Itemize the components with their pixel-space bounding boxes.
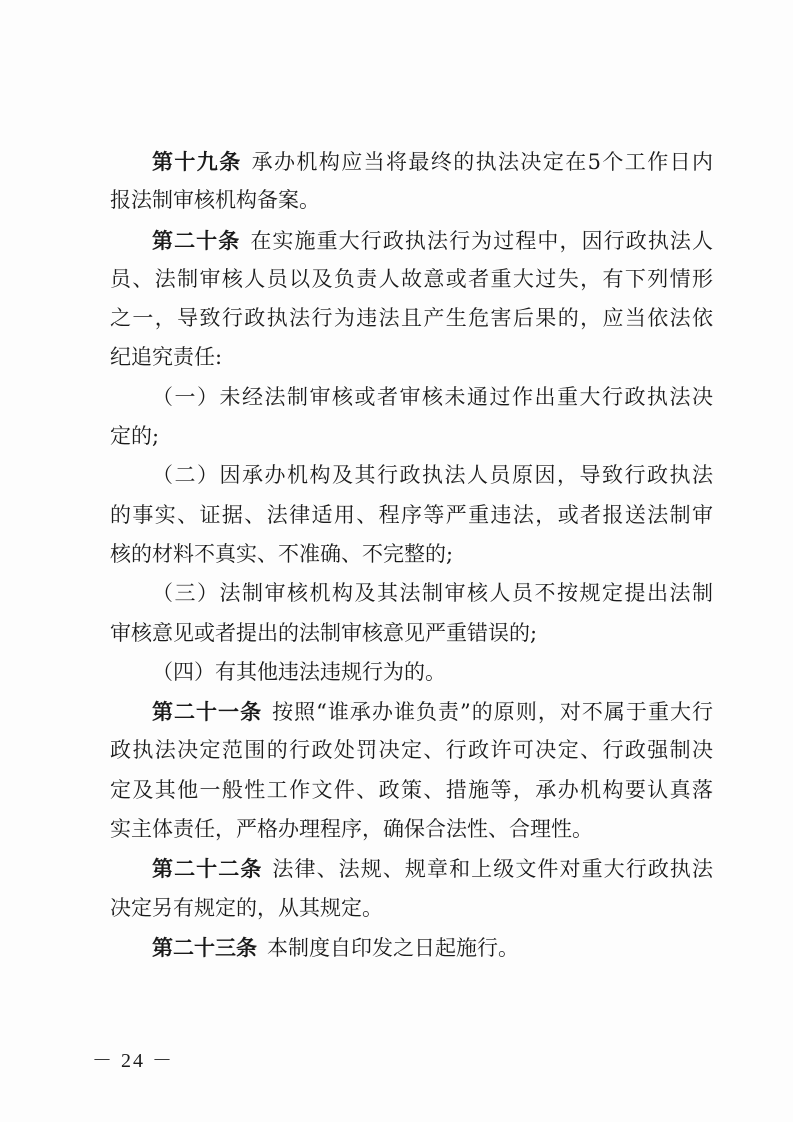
line-text: 政执法决定范围的行政处罚决定、行政许可决定、行政强制决 [110,738,713,763]
line-text: 定及其他一般性工作文件、政策、措施等，承办机构要认真落 [110,777,713,802]
paragraph [110,692,713,849]
paragraph [110,849,713,928]
text-line [110,378,713,417]
line-text: 定的; [110,424,160,449]
text-line [110,260,713,299]
article-number: 第二十一条 [152,699,263,725]
text-line [110,221,713,260]
line-text: 纪追究责任: [110,345,223,370]
paragraph [110,574,713,653]
text-line [110,299,713,338]
text-line [110,456,713,495]
text-line [110,614,713,653]
line-text: 的事实、证据、法律适用、程序等严重违法，或者报送法制审 [110,502,713,527]
page-number: － 24 － [92,1050,174,1072]
line-text: 法律、法规、规章和上级文件对重大行政执法 [272,857,714,882]
line-text: 员、法制审核人员以及负责人故意或者重大过失，有下列情形 [110,266,713,291]
text-line [110,692,713,731]
line-text: 承办机构应当将最终的执法决定在5个工作日内 [251,150,714,174]
text-line [110,928,713,967]
line-text: 按照“谁承办谁负责”的原则，对不属于重大行 [272,700,713,725]
line-text: 本制度自印发之日起施行。 [267,935,519,960]
text-line [110,849,713,888]
line-text: 在实施重大行政执法行为过程中，因行政执法人 [250,228,714,253]
text-line [110,810,713,849]
text-line [110,142,713,181]
document-body [110,142,713,967]
paragraph [110,142,713,221]
text-line [110,338,713,377]
article-number: 第二十条 [152,227,241,253]
line-text: （四）有其他违法违规行为的。 [152,659,446,684]
paragraph [110,653,713,692]
line-text: （二）因承办机构及其行政执法人员原因，导致行政执法 [152,463,713,488]
text-line [110,181,713,220]
paragraph [110,221,713,378]
paragraph [110,378,713,457]
line-text: 决定另有规定的，从其规定。 [110,895,383,920]
line-text: 审核意见或者提出的法制审核意见严重错误的; [110,620,538,645]
paragraph [110,456,713,574]
text-line [110,653,713,692]
text-line [110,574,713,613]
text-line [110,889,713,928]
text-line [110,535,713,574]
text-line [110,731,713,770]
text-line [110,771,713,810]
line-text: 实主体责任，严格办理程序，确保合法性、合理性。 [110,817,593,842]
paragraph [110,928,713,967]
line-text: （三）法制审核机构及其法制审核人员不按规定提出法制 [152,581,713,606]
article-number: 第二十二条 [152,856,263,882]
text-line [110,417,713,456]
article-number: 第二十三条 [152,934,257,960]
article-number: 第十九条 [152,149,242,174]
line-text: 之一，导致行政执法行为违法且产生危害后果的，应当依法依 [110,306,713,331]
line-text: 报法制审核机构备案。 [110,188,320,213]
text-line [110,496,713,535]
line-text: （一）未经法制审核或者审核未通过作出重大行政执法决 [152,384,713,409]
line-text: 核的材料不真实、不准确、不完整的; [110,541,454,566]
